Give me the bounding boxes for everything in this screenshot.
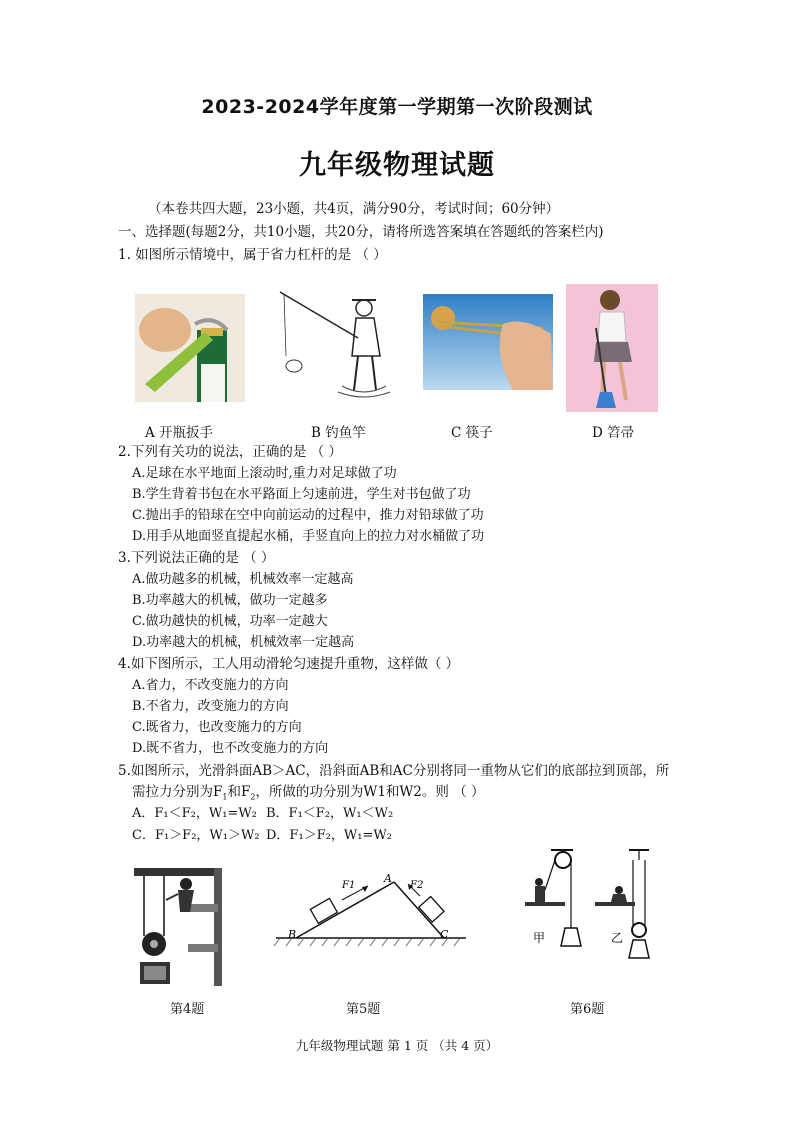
question-4-stem: 4.如下图所示，工人用动滑轮匀速提升重物，这样做（ ） (118, 656, 460, 672)
page-footer: 九年级物理试题 第 1 页 （共 4 页） (295, 1038, 499, 1053)
section-heading: 一、选择题(每题2分，共10小题，共20分，请将所选答案填在答题纸的答案栏内) (118, 224, 604, 240)
figure-5-incline-diagram (270, 868, 470, 950)
question-2-option-b: B.学生背着书包在水平路面上匀速前进，学生对书包做了功 (132, 487, 471, 502)
question-1-stem: 1. 如图所示情境中，属于省力杠杆的是 （ ） (118, 247, 387, 263)
question-4-option-d: D.既不省力，也不改变施力的方向 (132, 741, 329, 756)
figure-6-caption: 第6题 (570, 1002, 605, 1017)
label-F1: F1 (342, 880, 356, 891)
exam-title: 2023-2024学年度第一学期第一次阶段测试 (201, 96, 593, 118)
figure-6-pulleys-image (515, 846, 665, 970)
broom-image (566, 284, 658, 412)
label-B: B (288, 928, 297, 941)
figure-4-caption: 第4题 (170, 1002, 205, 1017)
question-3-option-c: C.做功越快的机械，功率一定越大 (132, 614, 328, 629)
question-2-option-c: C.抛出手的铅球在空中向前运动的过程中，推力对铅球做了功 (132, 508, 484, 523)
question-4-option-b: B.不省力，改变施力的方向 (132, 699, 289, 714)
stem-part: ，所做的功分别为W1和W2。则 （ ） (255, 784, 485, 800)
question-5-option-d: D．F₁＞F₂，W₁=W₂ (266, 828, 392, 843)
question-5-option-c: C．F₁＞F₂，W₁＞W₂ (132, 828, 260, 843)
question-5-option-b: B．F₁＜F₂，W₁＜W₂ (266, 806, 394, 821)
question-2-stem: 2.下列有关功的说法，正确的是 （ ） (118, 444, 342, 460)
label-A: A (384, 872, 392, 885)
stem-part: 和F (227, 784, 251, 800)
figure-4-pulley-image (130, 864, 234, 990)
chopsticks-image (423, 294, 553, 390)
label-jia: 甲 (533, 931, 546, 945)
option-a-caption: A 开瓶扳手 (145, 425, 214, 441)
question-5-stem-line1: 5.如图所示，光滑斜面AB＞AC，沿斜面AB和AC分别将同一重物从它们的底部拉到顶部，所 (118, 763, 670, 779)
exam-intro: （本卷共四大题，23小题，共4页，满分90分，考试时间；60分钟） (148, 201, 560, 217)
question-3-option-d: D.功率越大的机械，机械效率一定越高 (132, 635, 355, 650)
option-c-caption: C 筷子 (451, 425, 493, 441)
stem-part: 需拉力分别为F (132, 784, 223, 800)
exam-subtitle: 九年级物理试题 (299, 150, 495, 181)
question-2-option-d: D.用手从地面竖直提起水桶，手竖直向上的拉力对水桶做了功 (132, 529, 485, 544)
question-5-stem-line2 (132, 783, 484, 807)
subscript-2: 2 (250, 792, 256, 802)
label-C: C (440, 928, 449, 941)
label-yi: 乙 (611, 931, 624, 945)
question-2-option-a: A.足球在水平地面上滚动时,重力对足球做了功 (132, 466, 397, 481)
option-b-caption: B 钓鱼竿 (311, 425, 366, 441)
option-d-caption: D 笤帚 (592, 425, 635, 441)
label-F2: F2 (410, 880, 424, 891)
question-4-option-c: C.既省力，也改变施力的方向 (132, 720, 302, 735)
question-3-stem: 3.下列说法正确的是 （ ） (118, 550, 275, 566)
question-3-option-a: A.做功越多的机械，机械效率一定越高 (132, 572, 354, 587)
fishing-rod-image (272, 286, 396, 404)
question-5-option-a: A．F₁＜F₂，W₁=W₂ (132, 806, 257, 821)
question-4-option-a: A.省力，不改变施力的方向 (132, 678, 289, 693)
question-3-option-b: B.功率越大的机械，做功一定越多 (132, 593, 328, 608)
figure-5-caption: 第5题 (346, 1002, 381, 1017)
bottle-opener-image (135, 294, 245, 402)
subscript-1: 1 (222, 792, 228, 802)
